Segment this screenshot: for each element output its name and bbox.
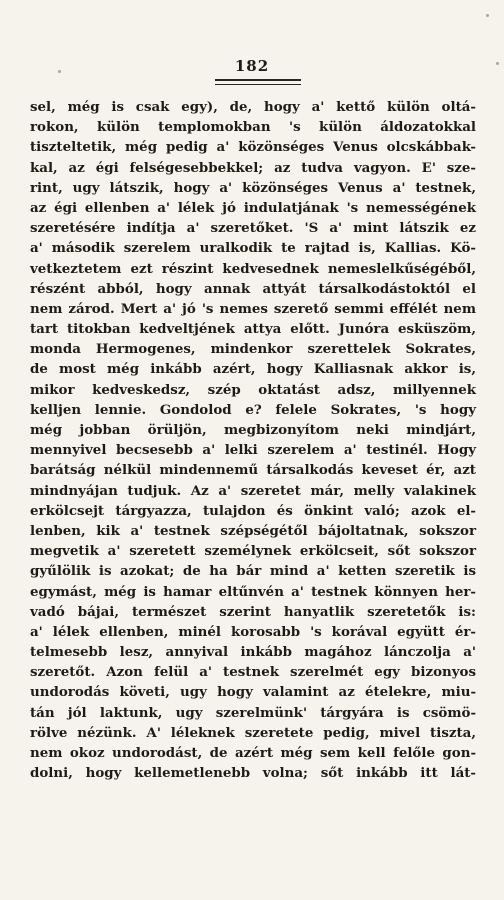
text-line: az égi ellenben a' lélek jó indulatjának 's nemességének bbox=[30, 199, 476, 216]
text-line: rölve nézünk. A' léleknek szeretete pedig, mivel tiszta, bbox=[30, 724, 476, 741]
header-rule-thin bbox=[215, 84, 301, 85]
body-text bbox=[30, 97, 476, 783]
text-line: még jobban örüljön, megbizonyítom neki mindjárt, bbox=[30, 422, 476, 438]
text-line: sel, még is csak egy), de, hogy a' kettő külön oltá- bbox=[30, 99, 476, 115]
text-line: rokon, külön templomokban 's külön áldozatokkal bbox=[30, 119, 476, 136]
text-line: nem zárod. Mert a' jó 's nemes szerető semmi effélét nem bbox=[30, 300, 476, 317]
text-line: tiszteltetik, még pedig a' közönséges Venus olcskábbak- bbox=[30, 139, 476, 156]
text-line: a' második szerelem uralkodik te rajtad is, Kallias. Kö- bbox=[30, 240, 476, 257]
text-line: kelljen lennie. Gondolod e? felele Sokrates, 's hogy bbox=[30, 401, 476, 418]
text-line: tart titokban kedveltjének attya előtt. Junóra esküszöm, bbox=[30, 321, 476, 338]
text-line: mindnyájan tudjuk. Az a' szeretet már, melly valakinek bbox=[30, 482, 476, 499]
print-speck bbox=[496, 62, 499, 65]
text-line: szeretésére indítja a' szeretőket. 'S a' mint látszik ez bbox=[30, 220, 476, 237]
text-line: nem okoz undorodást, de azért még sem kell felőle gon- bbox=[30, 745, 476, 761]
text-line: szeretőt. Azon felül a' testnek szerelmét egy bizonyos bbox=[30, 664, 476, 681]
text-line: megvetik a' szeretett személynek erkölcseit, sőt sokszor bbox=[30, 543, 476, 560]
text-line: undorodás követi, ugy hogy valamint az ételekre, miu- bbox=[30, 684, 476, 701]
print-speck bbox=[58, 70, 61, 73]
text-line: mikor kedveskedsz, szép oktatást adsz, millyennek bbox=[30, 381, 476, 398]
page-number: 182 bbox=[234, 57, 270, 75]
text-line: egymást, még is hamar eltűnvén a' testnek könnyen her- bbox=[30, 583, 476, 600]
text-line: de most még inkább azért, hogy Kalliasnak akkor is, bbox=[30, 361, 476, 378]
text-line: kal, az égi felségesebbekkel; az tudva vagyon. E' sze- bbox=[30, 159, 476, 176]
print-speck bbox=[486, 14, 489, 17]
text-line: részént abból, hogy annak attyát társalkodástoktól el bbox=[30, 280, 476, 297]
text-line: rint, ugy látszik, hogy a' közönséges Venus a' testnek, bbox=[30, 179, 476, 196]
text-line: mennyivel becsesebb a' lelki szerelem a' testinél. Hogy bbox=[30, 442, 476, 459]
text-line: a' lélek ellenben, minél korosabb 's korával együtt ér- bbox=[30, 623, 476, 640]
header-rule-thick bbox=[215, 79, 301, 81]
text-line: tán jól laktunk, ugy szerelmünk' tárgyára is csömö- bbox=[30, 704, 476, 721]
text-line: monda Hermogenes, mindenkor szerettelek Sokrates, bbox=[30, 341, 476, 358]
text-line: erkölcsejt tárgyazza, tulajdon és önkint való; azok el- bbox=[30, 502, 476, 519]
text-line: barátság nélkül mindennemű társalkodás keveset ér, azt bbox=[30, 462, 476, 479]
text-line: vadó bájai, természet szerint hanyatlik szeretetők is: bbox=[30, 603, 476, 620]
text-line: lenben, kik a' testnek szépségétől bájoltatnak, sokszor bbox=[30, 522, 476, 539]
text-line: telmesebb lesz, annyival inkább magához lánczolja a' bbox=[30, 644, 476, 661]
text-line: dolni, hogy kellemetlenebb volna; sőt inkább itt lát- bbox=[30, 765, 476, 782]
text-line: gyűlölik is azokat; de ha bár mind a' ketten szeretik is bbox=[30, 563, 476, 580]
text-line: vetkeztetem ezt részint kedvesednek nemeslelkűségéből, bbox=[30, 260, 476, 277]
